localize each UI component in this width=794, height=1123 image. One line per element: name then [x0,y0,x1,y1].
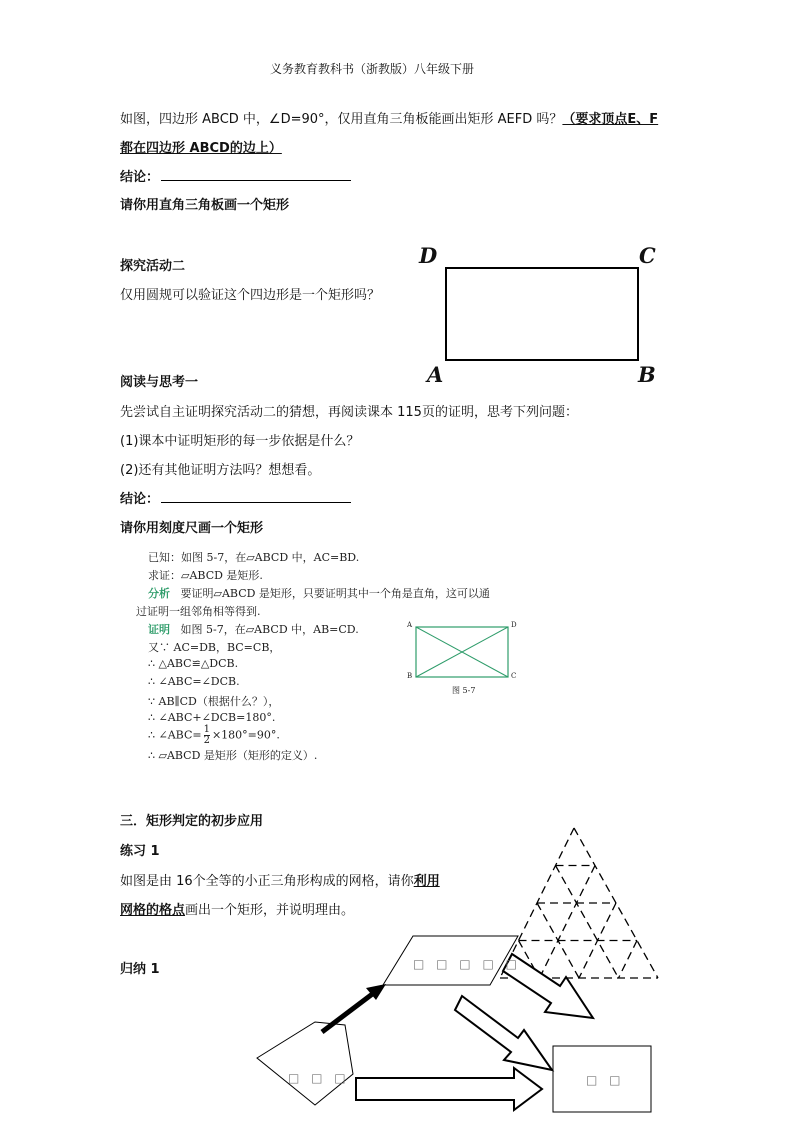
tb-fraction [204,725,210,746]
conclusion-label: 结论： [120,170,160,185]
page-header: 义务教育教科书（浙教版）八年级下册 [270,62,475,76]
summary-diagram [250,920,670,1120]
practice-1-line1-a: 如图是由 16个全等的小正三角形构成的网格，请你 [120,874,414,889]
summary-1-heading: 归纳 1 [120,962,160,977]
pentagon-label: □ □ □ [288,1071,350,1085]
tb-proof-line6: ∴ ∠ABC+∠DCB=180°. [148,711,276,724]
tb-proof-line3: ∴ △ABC≌△DCB. [148,657,239,670]
tb-fraction-num: 1 [203,724,210,735]
fig-label-b: B [407,672,413,680]
conclusion-label-2: 结论： [120,492,160,507]
practice-1-line1 [120,870,440,889]
conclusion-1 [120,166,351,185]
tb-proof-line5: ∵ AB∥CD（根据什么？）， [148,695,280,708]
arrow-to-parallelogram-shaft [322,992,375,1032]
tb-proof-line7-b: ×180°=90°. [211,728,280,742]
rectangle-abcd [446,268,638,360]
tb-proof [148,621,359,637]
explore-2-question: 仅用圆规可以验证这个四边形是一个矩形吗？ [120,288,381,303]
vertex-label-a: A [427,362,444,387]
question-1-text: 如图，四边形 ABCD 中，∠D=90°，仅用直角三角板能画出矩形 AEFD 吗？ [120,112,563,127]
vertex-label-d: D [419,243,438,268]
question-1 [120,108,658,127]
practice-1-line2 [120,899,354,918]
question-1-requirement-line1: （要求顶点E、F [562,112,659,127]
figure-5-7 [406,621,516,686]
tb-proof-line4: ∴ ∠ABC=∠DCB. [148,675,240,688]
tb-proof-line7 [148,725,280,746]
tb-proof-line7-a: ∴ ∠ABC= [148,728,202,742]
tb-proof-line2: 又∵ AC=DB，BC=CB， [148,641,281,654]
tb-proof-line8: ∴ ▱ABCD 是矩形（矩形的定义）. [148,749,318,762]
tb-analysis-line1: 要证明▱ABCD 是矩形，只要证明其中一个角是直角，这可以通 [180,587,490,600]
practice-1-line2-a: 网格的格点 [120,903,186,918]
textbook-excerpt [136,545,556,763]
fig-label-c: C [511,672,517,680]
reading-intro: 先尝试自主证明探究活动二的猜想，再阅读课本 115页的证明，思考下列问题： [120,405,578,420]
fig-label-a: A [407,621,413,629]
tb-analysis-line2: 过证明一组邻角相等得到. [136,605,261,618]
practice-1-line2-b: 画出一个矩形，并说明理由。 [185,903,355,918]
tb-proof-line1: 如图 5-7，在▱ABCD 中，AB=CD. [180,623,359,636]
vertex-label-c: C [639,243,656,268]
rectangle-abcd-figure [415,240,665,390]
reading-question-1: (1)课本中证明矩形的每一步依据是什么？ [120,434,360,449]
reading-question-2: (2)还有其他证明方法吗？想想看。 [120,463,321,478]
section-3-heading: 三．矩形判定的初步应用 [120,814,264,829]
conclusion-blank-2[interactable] [161,490,351,503]
practice-1-line1-b: 利用 [413,874,440,889]
tb-analysis-label: 分析 [148,587,170,600]
fig-caption: 图 5-7 [452,686,476,695]
task-right-triangle: 请你用直角三角板画一个矩形 [120,198,290,213]
parallelogram-label: □ □ □ □ □ [413,957,521,971]
arrow-pentagon-to-rectangle [356,1068,542,1110]
tb-fraction-den: 2 [203,735,210,746]
fig-label-d: D [511,621,517,629]
vertex-label-b: B [638,362,656,387]
tb-given: 已知：如图 5-7，在▱ABCD 中，AC=BD. [148,551,360,564]
tb-analysis [148,585,490,601]
pentagon-shape [257,1022,353,1105]
reading-heading: 阅读与思考一 [120,375,199,390]
conclusion-2 [120,488,351,507]
tb-proof-label: 证明 [148,623,170,636]
question-1-requirement-line2: 都在四边形 ABCD的边上） [120,141,282,156]
conclusion-blank[interactable] [161,168,351,181]
task-ruler: 请你用刻度尺画一个矩形 [120,521,264,536]
arrow-parallelogram-to-rectangle-lower [455,996,552,1070]
explore-2-heading: 探究活动二 [120,259,186,274]
tb-prove: 求证：▱ABCD 是矩形. [148,569,263,582]
rectangle-label: □ □ [586,1073,625,1087]
practice-1-heading: 练习 1 [120,844,160,859]
